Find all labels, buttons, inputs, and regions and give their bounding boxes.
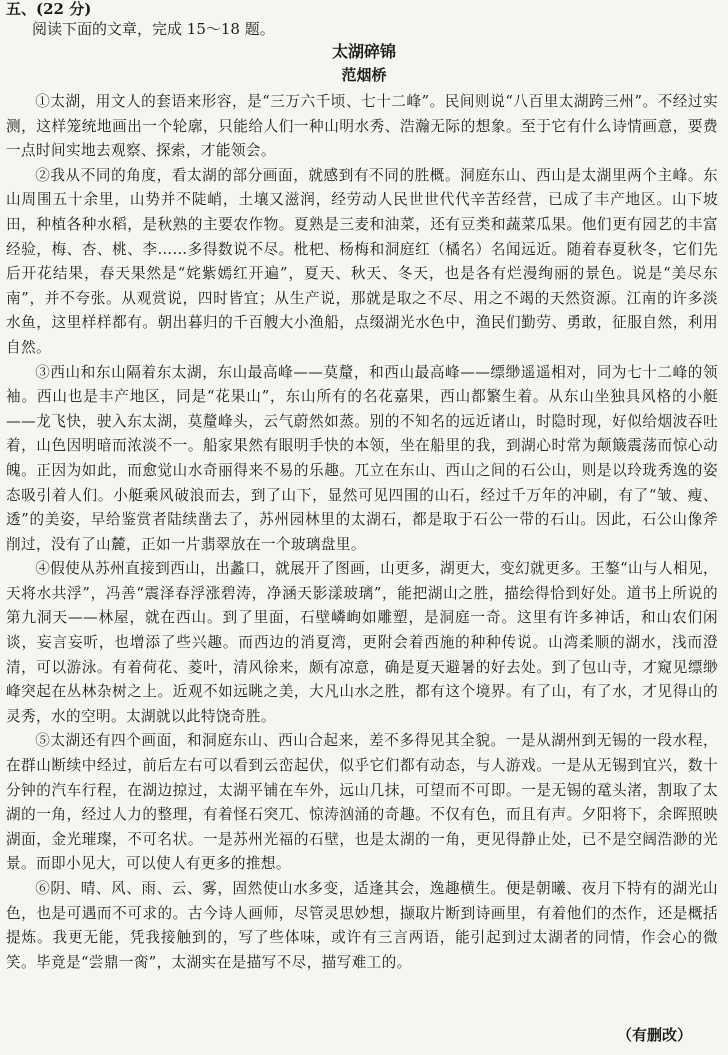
article-title: 太湖碎锦 xyxy=(331,42,396,61)
paragraph-2: ②我从不同的角度，看太湖的部分画面，就感到有不同的胜概。洞庭东山、西山是太湖里两个主峰。东山周围五十余里，山势并不陡峭，土壤又滋润，经劳动人民世世代代辛苦经营，已成了丰产地区。山下坡田，种植各种水稻，是秋熟的主要农作物。夏熟是三麦和油菜，还有豆类和蔬菜瓜果。他们更有园艺的丰富经验，梅、杏、桃、李……多得数说不尽。枇杷、杨梅和洞庭红（橘名）名闻远近。随着春夏秋冬，它们先后开花结果，春天果然是“姹紫嫣红开遍”，夏天、秋天、冬天，也是各有烂漫绚丽的景色。说是“美尽东南”，并不夸张。从观赏说，四时皆宜；从生产说，那就是取之不尽、用之不竭的天然资源。江南的许多淡水鱼，这里样样都有。朝出暮归的千百艘大小渔船，点缀湖光水色中，渔民们勤劳、勇敢，征服自然，利用自然。 xyxy=(6,166,718,356)
paragraph-1: ①太湖，用文人的套语来形容，是“三万六千顷、七十二峰”。民间则说“八百里太湖跨三州”。不经过实测，这样笼统地画出一个轮廓，只能给人们一种山明水秀、浩瀚无际的想象。至于它有什么诗情画意，要费一点时间实地去观察、探索，才能领会。 xyxy=(6,93,718,160)
paragraph-5: ⑤太湖还有四个画面，和洞庭东山、西山合起来，差不多得见其全貌。一是从湖州到无锡的一段水程，在群山断续中经过，前后左右可以看到云峦起伏，似乎它们都有动态，与人游戏。一是从无锡到宜兴，数十分钟的汽车行程，在湖边掠过，太湖平铺在车外，远山几抹，可望而不可即。一是无锡的鼋头渚，割取了太湖的一角，经过人力的整理，有着怪石突兀、惊涛汹涌的奇趣。不仅有色，而且有声。夕阳将下，余晖照映湖面，金光璀璨，不可名状。一是苏州光福的石壁，也是太湖的一角，更见得静止处，已不是空阔浩渺的光景。而即小见大，可以使人有更多的推想。 xyxy=(6,732,718,873)
article-author: 范烟桥 xyxy=(341,66,387,84)
paragraph-3: ③西山和东山隔着东太湖，东山最高峰——莫釐，和西山最高峰——缥缈遥遥相对，同为七十二峰的领袖。西山也是丰产地区，同是“花果山”，东山所有的名花嘉果，西山都繁生着。从东山坐独具风格的小艇——龙飞快，驶入东太湖，莫釐峰头，云气蔚然如蒸。别的不知名的远近诸山，时隐时现，好似给烟波吞吐着，山色因明暗而浓淡不一。船家果然有眼明手快的本领，坐在船里的我，到湖心时常为颠簸震荡而惊心动魄。正因为如此，而愈觉山水奇丽得来不易的乐趣。兀立在东山、西山之间的石公山，则是以玲珑秀逸的姿态吸引着人们。小艇乘风破浪而去，到了山下，显然可见四围的山石，经过千万年的冲刷，有了“皱、瘦、透”的美姿，早给鉴赏者陆续凿去了，苏州园林里的太湖石，都是取于石公一带的石山。因此，石公山像斧削过，没有了山麓，正如一片翡翠放在一个玻璃盘里。 xyxy=(6,363,718,553)
paragraph-6: ⑥阴、晴、风、雨、云、雾，固然使山水多变，适逢其会，逸趣横生。便是朝曦、夜月下特有的湖光山色，也是可遇而不可求的。古今诗人画师，尽管灵思妙想，撷取片断到诗画里，有着他们的杰作，还是概括提炼。我更无能，凭我接触到的，写了些体味，或许有三言两语，能引起到过太湖者的同情，作会心的微笑。毕竟是“尝鼎一脔”，太湖实在是描写不尽，描写难工的。 xyxy=(6,880,718,971)
abridged-note: （有删改） xyxy=(616,1026,692,1044)
reading-instruction: 阅读下面的文章，完成 15～18 题。 xyxy=(32,20,275,38)
section-heading: 五、(22 分) xyxy=(6,0,92,18)
article-body xyxy=(6,90,718,975)
paragraph-4: ④假使从苏州直接到西山，出蠡口，就展开了图画，山更多，湖更大，变幻就更多。王鏊“山与人相见，天将水共浮”，冯善“震泽春浮涨碧涛，净涵天影漾玻璃”，能把湖山之胜，描绘得恰到好处。道书上所说的第九洞天——林屋，就在西山。到了里面，石壁嶙峋如雕塑，是洞庭一奇。这里有许多神话，和山农们闲谈，妄言妄听，也增添了些兴趣。而西边的消夏湾，更附会着西施的种种传说。山湾柔顺的湖水，浅而澄清，可以游泳。有着荷花、菱叶，清风徐来，颇有凉意，确是夏天避暑的好去处。到了包山寺，才窥见缥缈峰突起在丛林杂树之上。近观不如远眺之美，大凡山水之胜，都有这个境界。有了山，有了水，才见得山的灵秀，水的空明。太湖就以此特饶奇胜。 xyxy=(6,560,718,725)
